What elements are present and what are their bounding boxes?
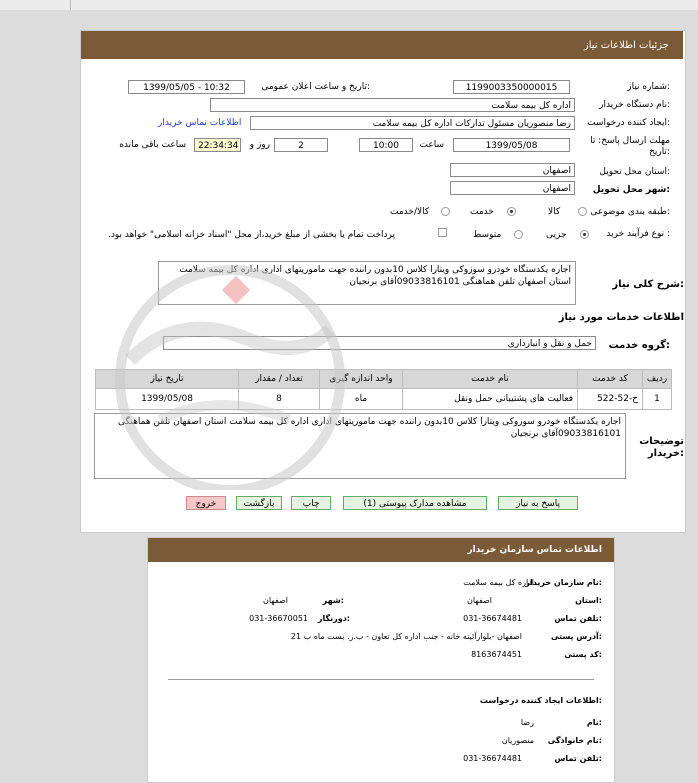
need-number-field[interactable]: 1199003350000015 <box>453 80 570 94</box>
col-quantity: تعداد / مقدار <box>239 370 320 389</box>
service-group-label: گروه خدمت: <box>608 340 670 351</box>
card-org-value: اداره کل بیمه سلامت <box>463 578 534 587</box>
announce-label: تاریخ و ساعت اعلان عمومی: <box>261 82 370 92</box>
deadline-label: مهلت ارسال پاسخ: تا تاریخ: <box>590 136 670 157</box>
col-need-date: تاریخ نیاز <box>96 370 239 389</box>
category-radio-goods[interactable] <box>578 207 587 216</box>
cell-service-code: ح-52-522 <box>578 389 643 410</box>
days-field[interactable]: 2 <box>274 138 328 152</box>
city-field[interactable]: اصفهان <box>450 181 575 195</box>
card-name-value: رضا <box>520 718 534 727</box>
deadline-time-label: ساعت <box>419 140 444 150</box>
category-service-label: خدمت <box>470 207 494 217</box>
table-row[interactable] <box>96 389 672 410</box>
card-divider <box>168 679 594 680</box>
card-province-label: استان: <box>575 596 602 605</box>
view-attachments-button[interactable]: مشاهده مدارک پیوستی (1) <box>343 496 487 510</box>
card-org-label: نام سازمان خریدار: <box>525 578 602 587</box>
process-radio-medium[interactable] <box>514 230 523 239</box>
print-button[interactable]: چاپ <box>291 496 331 510</box>
city-label: شهر محل تحویل: <box>592 185 670 195</box>
remaining-label: ساعت باقی مانده <box>119 140 186 150</box>
card-city-label: شهر: <box>322 596 344 605</box>
province-label: استان محل تحویل: <box>599 167 670 177</box>
buyer-contact-link[interactable]: اطلاعات تماس خریدار <box>158 118 242 128</box>
card-name-label: نام: <box>586 718 602 727</box>
reply-button[interactable]: پاسخ به نیاز <box>498 496 578 510</box>
col-unit: واحد اندازه گیری <box>320 370 403 389</box>
card-contact-phone-label: تلفن تماس: <box>554 754 602 763</box>
deadline-date-field[interactable]: 1399/05/08 <box>453 138 570 152</box>
process-radio-minor[interactable] <box>580 230 589 239</box>
cell-service-name: فعالیت های پشتیبانی حمل ونقل <box>403 389 578 410</box>
card-postal-label: کد پستی: <box>564 650 602 659</box>
card-creator-title: اطلاعات ایجاد کننده درخواست: <box>479 696 602 705</box>
process-minor-label: جزیی <box>546 230 567 240</box>
col-row-number: ردیف <box>643 370 672 389</box>
card-header <box>148 538 614 562</box>
card-family-value: منصوریان <box>501 736 534 745</box>
top-strip <box>0 0 698 10</box>
category-goods-label: کالا <box>548 207 561 217</box>
service-group-field[interactable]: حمل و نقل و انبارداری <box>163 336 596 350</box>
deadline-time-field[interactable]: 10:00 <box>359 138 413 152</box>
process-medium-label: متوسط <box>473 230 502 240</box>
buyer-org-field[interactable]: اداره کل بیمه سلامت <box>210 98 575 112</box>
days-label: روز و <box>249 140 270 150</box>
card-province-value: اصفهان <box>466 596 492 605</box>
category-radio-service[interactable] <box>507 207 516 216</box>
card-postal-value: 8163674451 <box>471 650 522 659</box>
card-title: اطلاعات تماس سازمان خریدار <box>467 545 602 555</box>
buyer-contact-card <box>147 537 615 783</box>
card-fax-label: دورنگار: <box>317 614 350 623</box>
panel-title: جزئیات اطلاعات نیاز <box>583 40 669 51</box>
cell-unit: ماه <box>320 389 403 410</box>
process-label: نوع فرآیند خرید : <box>606 229 670 239</box>
top-divider <box>70 0 71 10</box>
table-header-row <box>96 370 672 389</box>
payment-note: پرداخت تمام یا بخشی از مبلغ خرید،از محل "اسناد خزانه اسلامی" خواهد بود. <box>108 230 396 240</box>
creator-field[interactable]: رضا منصوریان مسئول تدارکات اداره کل بیمه سلامت <box>250 116 575 130</box>
payment-checkbox[interactable] <box>438 228 447 237</box>
back-button[interactable]: بازگشت <box>236 496 282 510</box>
summary-textarea[interactable]: اجاره یکدستگاه خودرو سوزوکی ویتارا کلاس 10بدون راننده جهت ماموریتهای اداری اداره کل بیمه سلامت استان اصفهان تلفن هماهنگی 09033816101آقای برنجیان <box>158 261 576 305</box>
exit-button[interactable]: خروج <box>186 496 226 510</box>
cell-quantity: 8 <box>239 389 320 410</box>
buyer-notes-textarea[interactable]: اجاره یکدستگاه خودرو سوزوکی ویتارا کلاس 10بدون راننده جهت ماموریتهای اداری اداره کل بیمه سلامت استان اصفهان تلفن هماهنگی 09033816101آقای برنجیان <box>94 413 626 479</box>
card-phone-label: تلفن تماس: <box>554 614 602 623</box>
card-fax-value: 031-36670051 <box>249 614 308 623</box>
services-title: اطلاعات خدمات مورد نیاز <box>558 312 684 323</box>
cell-row-number: 1 <box>643 389 672 410</box>
card-address-value: اصفهان -بلوارآئینه خانه - جنب اداره کل تعاون - ب.ر. بست ماه ب 21 <box>290 632 522 641</box>
creator-label: ایجاد کننده درخواست: <box>587 118 670 128</box>
buyer-org-label: نام دستگاه خریدار: <box>599 100 670 110</box>
category-label: طبقه بندی موضوعی: <box>590 207 670 217</box>
col-service-name: نام خدمت <box>403 370 578 389</box>
category-both-label: کالا/خدمت <box>390 207 430 217</box>
remaining-time-field: 22:34:34 <box>194 138 241 152</box>
summary-label: شرح کلی نیاز: <box>612 279 684 290</box>
category-radio-both[interactable] <box>441 207 450 216</box>
province-field[interactable]: اصفهان <box>450 163 575 177</box>
card-city-value: اصفهان <box>262 596 288 605</box>
card-phone-value: 031-36674481 <box>463 614 522 623</box>
cell-need-date: 1399/05/08 <box>96 389 239 410</box>
panel-header <box>81 31 683 59</box>
card-family-label: نام خانوادگی: <box>547 736 602 745</box>
card-address-label: آدرس پستی: <box>551 632 602 641</box>
need-number-label: شماره نیاز: <box>627 82 670 92</box>
services-table <box>95 369 672 410</box>
announce-field[interactable]: 1399/05/05 - 10:32 <box>128 80 245 94</box>
card-contact-phone-value: 031-36674481 <box>463 754 522 763</box>
col-service-code: کد خدمت <box>578 370 643 389</box>
buyer-notes-label: توضیحات خریدار: <box>639 436 684 459</box>
